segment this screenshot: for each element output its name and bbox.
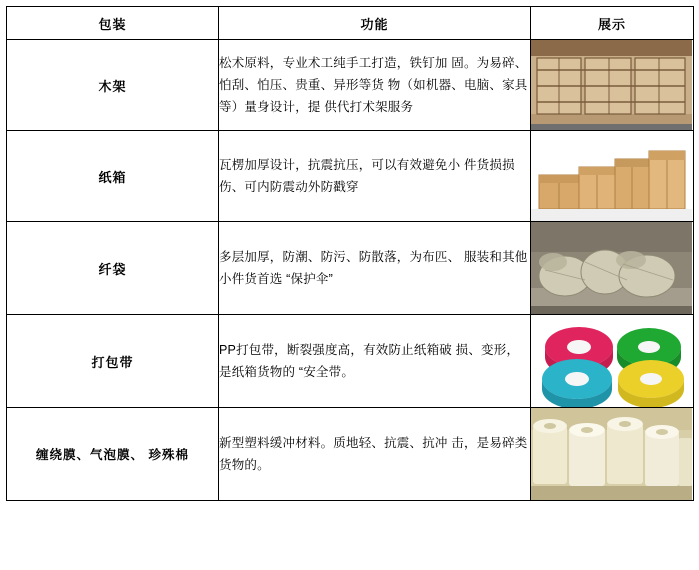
row-function: 多层加厚，防潮、防污、防散落，为布匹、 服装和其他小件货首选 “保护伞” <box>219 222 531 315</box>
row-category: 打包带 <box>7 315 219 408</box>
row-image-cell <box>531 315 694 408</box>
packaging-table <box>6 6 694 501</box>
stretch-film-photo <box>531 408 692 500</box>
header-packaging: 包装 <box>7 7 219 40</box>
table-header <box>7 7 694 40</box>
row-function: 松术原料，专业术工纯手工打造，铁钉加 固。为易碎、怕刮、怕压、贵重、异形等货 物（如机器、电脑、家具等）量身设计，提 供代打术架服务 <box>219 40 531 131</box>
row-function: PP打包带，断裂强度高，有效防止纸箱破 损、变形，是纸箱货物的 “安全带。 <box>219 315 531 408</box>
table-row <box>7 408 694 501</box>
row-function: 新型塑料缓冲材料。质地轻、抗震、抗冲 击，是易碎类货物的。 <box>219 408 531 501</box>
row-image-cell <box>531 408 694 501</box>
table-row <box>7 315 694 408</box>
header-display: 展示 <box>531 7 694 40</box>
row-image-cell <box>531 40 694 131</box>
row-category: 缠绕膜、气泡膜、 珍殊棉 <box>7 408 219 501</box>
packing-straps-photo <box>531 315 692 407</box>
row-function: 瓦楞加厚设计，抗震抗压，可以有效避免小 件货损损伤、可内防震动外防戳穿 <box>219 131 531 222</box>
table-body <box>7 40 694 501</box>
row-image-cell <box>531 222 694 315</box>
table-row <box>7 131 694 222</box>
wooden-crate-photo <box>531 40 692 130</box>
table-row <box>7 222 694 315</box>
woven-bags-photo <box>531 222 692 314</box>
carton-boxes-photo <box>531 131 692 221</box>
row-category: 纸箱 <box>7 131 219 222</box>
row-image-cell <box>531 131 694 222</box>
table-row <box>7 40 694 131</box>
row-category: 木架 <box>7 40 219 131</box>
header-function: 功能 <box>219 7 531 40</box>
header-row <box>7 7 694 40</box>
row-category: 纤袋 <box>7 222 219 315</box>
